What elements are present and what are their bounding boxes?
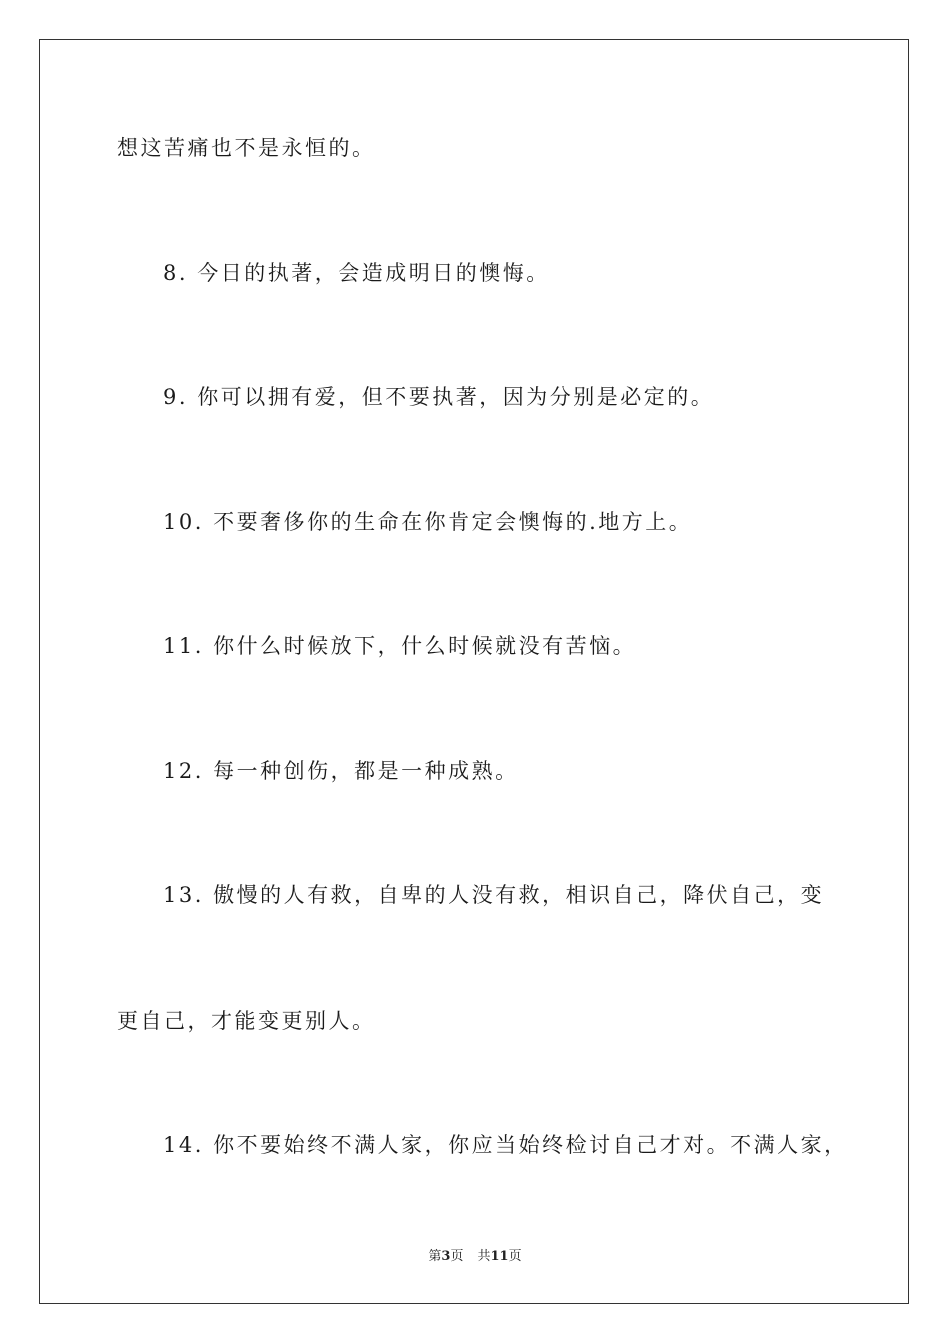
footer-page-suffix: 页 (450, 1249, 464, 1264)
footer-page-prefix: 第 (428, 1249, 442, 1264)
page-footer (0, 1248, 950, 1266)
text-line-6: 12. 每一种创伤，都是一种成熟。 (163, 759, 519, 783)
footer-page-number: 3 (441, 1249, 451, 1264)
text-line-8: 更自己，才能变更别人。 (117, 1009, 376, 1033)
text-line-2: 8. 今日的执著，会造成明日的懊悔。 (163, 261, 550, 285)
text-line-4: 10. 不要奢侈你的生命在你肯定会懊悔的.地方上。 (163, 510, 693, 534)
text-line-5: 11. 你什么时候放下，什么时候就没有苦恼。 (163, 634, 637, 658)
footer-total-suffix: 页 (508, 1249, 522, 1264)
text-line-9: 14. 你不要始终不满人家，你应当始终检讨自己才对。不满人家， (163, 1133, 848, 1157)
text-line-1: 想这苦痛也不是永恒的。 (117, 136, 376, 160)
text-line-3: 9. 你可以拥有爱，但不要执著，因为分别是必定的。 (163, 385, 715, 409)
page-border (39, 39, 909, 1304)
footer-total-pages: 11 (490, 1249, 509, 1264)
text-line-7: 13. 傲慢的人有救，自卑的人没有救，相识自己，降伏自己，变 (163, 883, 825, 907)
footer-total-prefix: 共 (477, 1249, 491, 1264)
